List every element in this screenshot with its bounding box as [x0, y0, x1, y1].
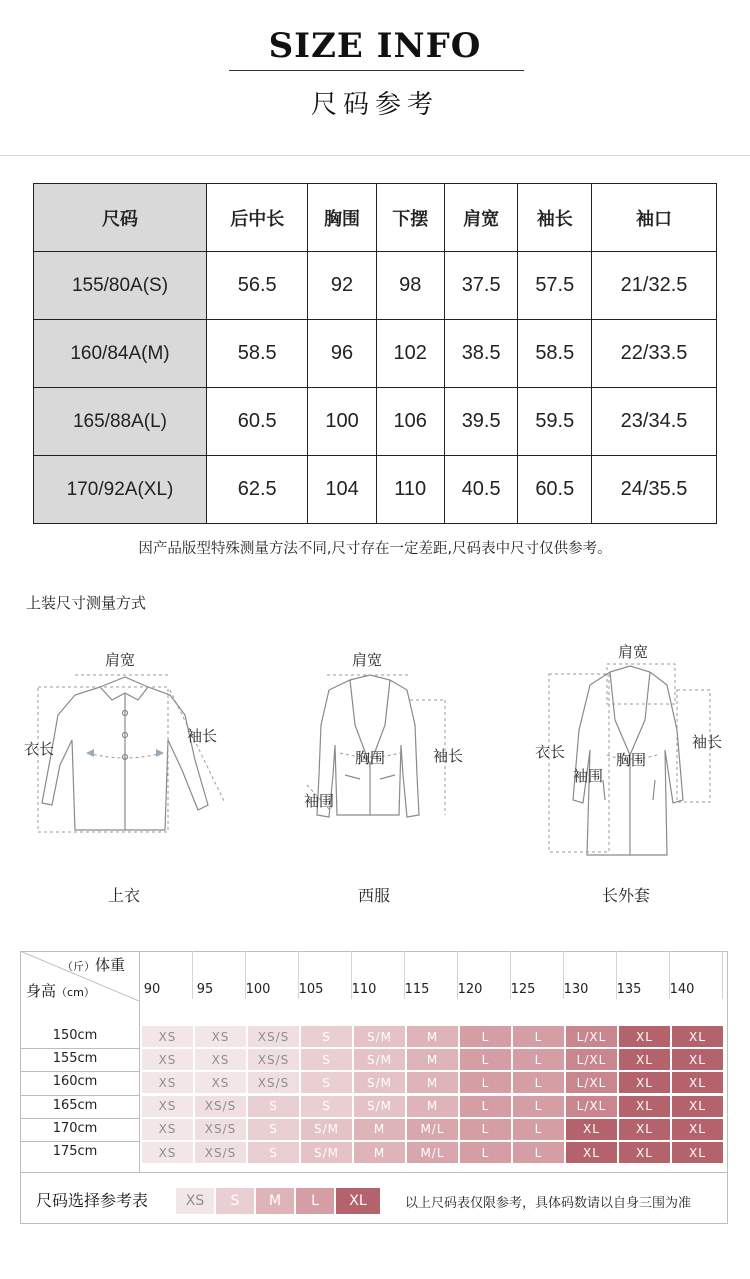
table-cell: 96 [308, 320, 376, 388]
size-cell: XL [672, 1049, 723, 1070]
size-cell: XS/S [248, 1049, 299, 1070]
table-row [34, 388, 717, 456]
coat-label-shoulder: 肩宽 [618, 643, 649, 661]
table-cell: 23/34.5 [592, 388, 717, 456]
coat-label-length: 衣长 [535, 743, 566, 761]
coat-label-chest: 胸围 [616, 751, 647, 769]
legend-swatch: L [296, 1188, 334, 1214]
size-cell: L [513, 1026, 564, 1047]
size-cell: XL [619, 1119, 670, 1140]
suit-label-chest: 胸围 [355, 749, 386, 767]
shirt-illustration [30, 665, 240, 845]
size-cell: L [460, 1072, 511, 1093]
table-row [34, 456, 717, 524]
height-tick: 160cm [52, 1074, 98, 1090]
col-header-shoulder: 肩宽 [444, 184, 518, 252]
table-cell: 160/84A(M) [34, 320, 207, 388]
height-tick: 150cm [52, 1028, 98, 1043]
col-header-chest: 胸围 [308, 184, 376, 252]
shirt-name: 上衣 [108, 886, 141, 905]
size-cell: M [407, 1049, 458, 1070]
size-cell: M [354, 1119, 405, 1140]
row-divider [20, 1141, 139, 1142]
table-cell: 24/35.5 [592, 456, 717, 524]
size-cell: M/L [407, 1119, 458, 1140]
weight-axis-label [62, 954, 125, 975]
weight-tick: 105 [298, 982, 324, 997]
size-table-header [34, 184, 717, 252]
size-cell: L/XL [566, 1049, 617, 1070]
size-cell: S/M [301, 1119, 352, 1140]
table-cell: 21/32.5 [592, 252, 717, 320]
table-cell: 56.5 [207, 252, 308, 320]
size-cell: L [513, 1142, 564, 1163]
size-cell: S/M [301, 1142, 352, 1163]
size-cell: XS/S [195, 1142, 246, 1163]
size-cell: XL [619, 1072, 670, 1093]
size-cell: L [460, 1096, 511, 1117]
table-cell: 39.5 [444, 388, 518, 456]
weight-tick: 125 [510, 982, 536, 997]
legend-swatch: M [256, 1188, 294, 1214]
table-cell: 22/33.5 [592, 320, 717, 388]
shirt-label-sleeve: 袖长 [187, 727, 218, 745]
table-cell: 165/88A(L) [34, 388, 207, 456]
size-cell: L [460, 1119, 511, 1140]
size-cell: S/M [354, 1096, 405, 1117]
size-cell: XL [672, 1096, 723, 1117]
height-unit: （cm） [56, 986, 95, 999]
legend-note: 以上尺码表仅限参考，具体码数请以自身三围为准 [405, 1196, 692, 1211]
size-cell: XL [619, 1096, 670, 1117]
table-cell: 62.5 [207, 456, 308, 524]
suit-label-sleeve: 袖长 [433, 747, 464, 765]
size-cell: XL [672, 1119, 723, 1140]
legend-swatch: XL [336, 1188, 380, 1214]
weight-unit: （斤） [62, 960, 95, 973]
row-divider [20, 1048, 139, 1049]
size-cell: XS [142, 1096, 193, 1117]
table-cell: 58.5 [518, 320, 592, 388]
table-cell: 58.5 [207, 320, 308, 388]
legend-swatch: S [216, 1188, 254, 1214]
table-row [34, 320, 717, 388]
size-cell: XL [566, 1119, 617, 1140]
table-cell: 102 [376, 320, 444, 388]
size-cell: XS [142, 1142, 193, 1163]
table-cell: 40.5 [444, 456, 518, 524]
suit-label-cuff: 袖围 [304, 792, 335, 810]
size-cell: XL [619, 1142, 670, 1163]
size-cell: XL [619, 1026, 670, 1047]
size-cell: S/M [354, 1026, 405, 1047]
size-cell: S [301, 1049, 352, 1070]
height-tick: 155cm [52, 1051, 98, 1067]
table-cell: 104 [308, 456, 376, 524]
weight-tick: 95 [196, 982, 214, 997]
size-cell: XS [195, 1072, 246, 1093]
title-english: SIZE INFO [268, 26, 482, 66]
col-header-sleeve: 袖长 [518, 184, 592, 252]
title-chinese: 尺码参考 [310, 90, 439, 120]
coat-label-sleeve: 袖长 [692, 733, 723, 751]
size-cell: M [354, 1142, 405, 1163]
row-divider [20, 1071, 139, 1072]
size-cell: L [460, 1142, 511, 1163]
row-divider [20, 1095, 139, 1096]
size-cell: XS [195, 1049, 246, 1070]
legend-swatch: XS [176, 1188, 214, 1214]
size-table-note: 因产品版型特殊测量方法不同,尺寸存在一定差距,尺码表中尺寸仅供参考。 [138, 541, 612, 557]
table-cell: 60.5 [207, 388, 308, 456]
size-cell: L [460, 1026, 511, 1047]
table-cell: 37.5 [444, 252, 518, 320]
size-cell: XL [566, 1142, 617, 1163]
title-divider [229, 70, 524, 71]
row-divider [20, 1118, 139, 1119]
size-cell: L [513, 1096, 564, 1117]
coat-name: 长外套 [602, 886, 651, 905]
size-cell: S [301, 1072, 352, 1093]
table-cell: 170/92A(XL) [34, 456, 207, 524]
size-cell: S [301, 1096, 352, 1117]
size-cell: XS/S [248, 1026, 299, 1047]
col-header-cuff: 袖口 [592, 184, 717, 252]
weight-tick: 130 [563, 982, 589, 997]
table-row [34, 252, 717, 320]
table-cell: 106 [376, 388, 444, 456]
suit-label-shoulder: 肩宽 [352, 651, 383, 669]
shirt-label-shoulder: 肩宽 [105, 651, 136, 669]
weight-tick: 90 [143, 982, 161, 997]
size-cell: L [460, 1049, 511, 1070]
table-cell: 92 [308, 252, 376, 320]
suit-name: 西服 [358, 886, 391, 905]
table-cell: 60.5 [518, 456, 592, 524]
size-cell: XL [672, 1142, 723, 1163]
size-table [33, 183, 717, 524]
chart-column-divider [722, 951, 723, 999]
height-tick: 170cm [52, 1120, 98, 1136]
size-cell: S/M [354, 1049, 405, 1070]
size-cell: S [301, 1026, 352, 1047]
measure-section-title: 上装尺寸测量方式 [26, 594, 147, 612]
size-cell: M/L [407, 1142, 458, 1163]
col-header-back-length: 后中长 [207, 184, 308, 252]
legend-title: 尺码选择参考表 [36, 1191, 149, 1210]
size-cell: XS [142, 1026, 193, 1047]
weight-tick: 115 [404, 982, 430, 997]
weight-tick: 110 [351, 982, 377, 997]
size-cell: M [407, 1026, 458, 1047]
size-cell: L/XL [566, 1026, 617, 1047]
weight-tick: 140 [669, 982, 695, 997]
table-cell: 110 [376, 456, 444, 524]
size-cell: S/M [354, 1072, 405, 1093]
weight-tick: 100 [245, 982, 271, 997]
size-cell: XS [195, 1026, 246, 1047]
height-axis-label [26, 980, 95, 1001]
weight-tick: 135 [616, 982, 642, 997]
size-cell: XS [142, 1049, 193, 1070]
size-cell: XS [142, 1119, 193, 1140]
size-cell: L/XL [566, 1072, 617, 1093]
table-cell: 38.5 [444, 320, 518, 388]
table-cell: 100 [308, 388, 376, 456]
size-cell: XS [142, 1072, 193, 1093]
size-cell: XS/S [195, 1119, 246, 1140]
height-tick: 175cm [52, 1144, 98, 1159]
height-tick: 165cm [52, 1097, 98, 1113]
size-cell: XS/S [195, 1096, 246, 1117]
table-cell: 57.5 [518, 252, 592, 320]
weight-tick: 120 [457, 982, 483, 997]
table-cell: 155/80A(S) [34, 252, 207, 320]
size-cell: XL [619, 1049, 670, 1070]
size-cell: M [407, 1072, 458, 1093]
table-cell: 59.5 [518, 388, 592, 456]
weight-label: 体重 [95, 956, 126, 974]
size-cell: XS/S [248, 1072, 299, 1093]
size-cell: L [513, 1119, 564, 1140]
col-header-size: 尺码 [34, 184, 207, 252]
size-cell: XL [672, 1072, 723, 1093]
height-label: 身高 [26, 982, 57, 1000]
size-cell: S [248, 1142, 299, 1163]
size-cell: S [248, 1119, 299, 1140]
header-separator [0, 155, 750, 156]
table-cell: 98 [376, 252, 444, 320]
size-cell: S [248, 1096, 299, 1117]
size-cell: XL [672, 1026, 723, 1047]
coat-label-cuff: 袖围 [573, 767, 604, 785]
size-cell: L [513, 1072, 564, 1093]
size-cell: L [513, 1049, 564, 1070]
size-cell: M [407, 1096, 458, 1117]
col-header-hem: 下摆 [376, 184, 444, 252]
size-cell: L/XL [566, 1096, 617, 1117]
shirt-label-length: 衣长 [24, 740, 55, 758]
